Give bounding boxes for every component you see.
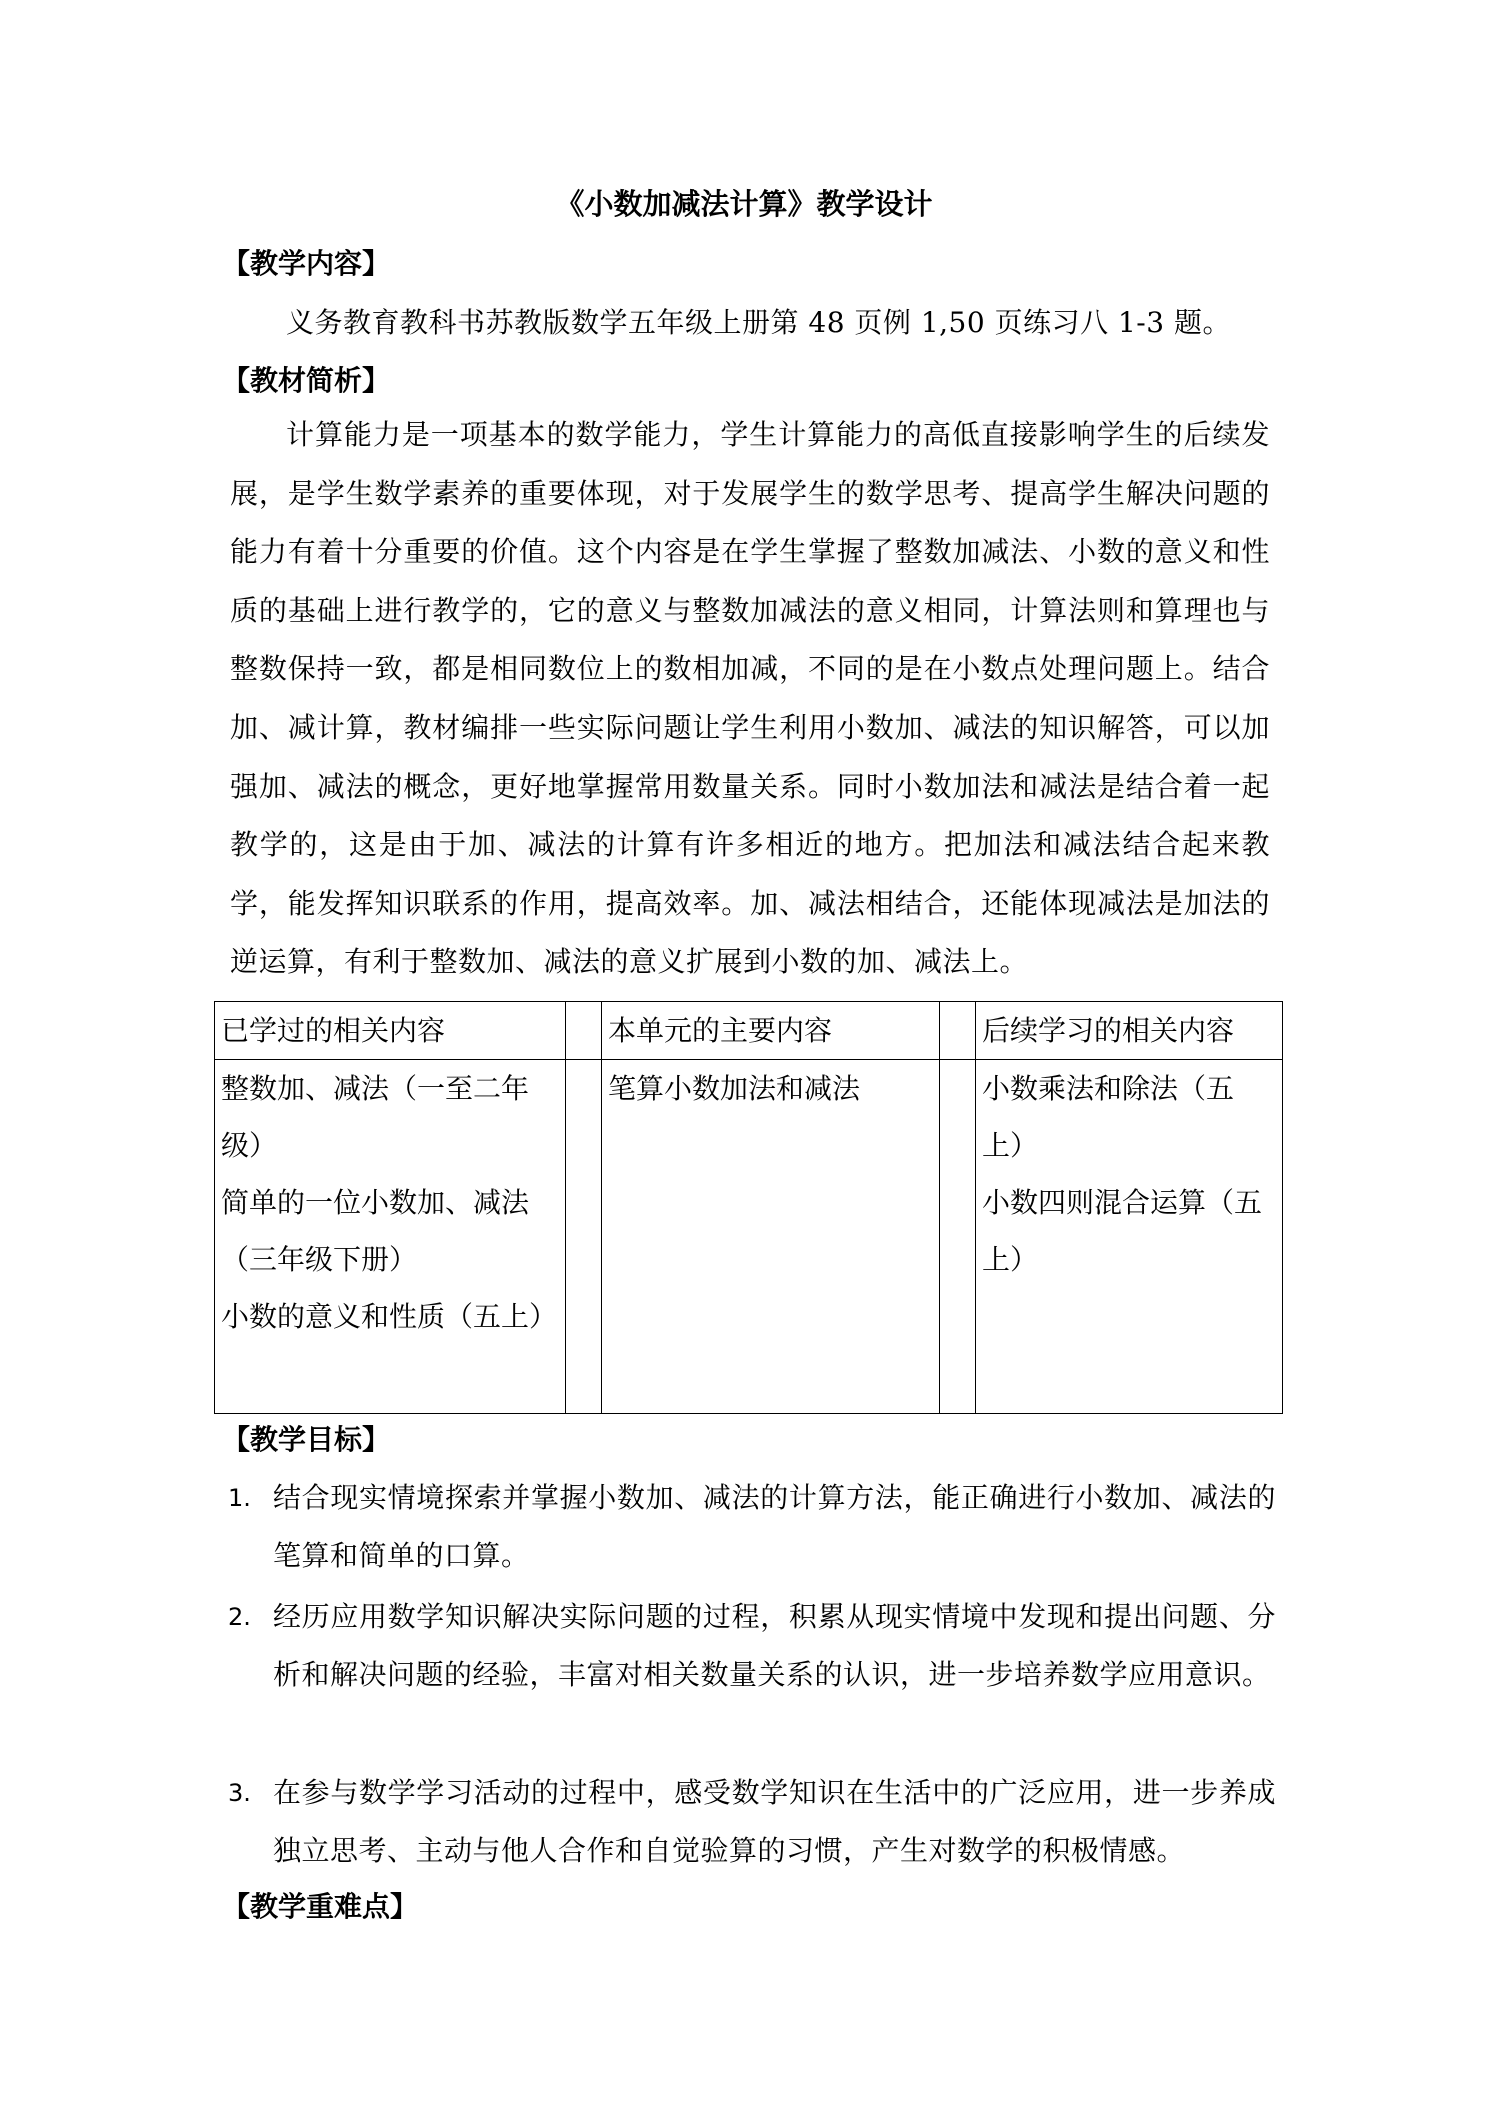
table-cell-prior bbox=[215, 1060, 566, 1414]
objective-item-2 bbox=[228, 1588, 1276, 1704]
objective-number: 1. bbox=[228, 1484, 251, 1512]
table-spacer bbox=[566, 1060, 602, 1414]
table-spacer bbox=[940, 1060, 976, 1414]
document-title: 《小数加减法计算》教学设计 bbox=[555, 187, 933, 221]
table-header-row bbox=[215, 1002, 1283, 1060]
objective-text: 经历应用数学知识解决实际问题的过程，积累从现实情境中发现和提出问题、分析和解决问题的经验，丰富对相关数量关系的认识，进一步培养数学应用意识。 bbox=[273, 1600, 1276, 1691]
content-relation-table bbox=[214, 1001, 1283, 1414]
objective-text: 在参与数学学习活动的过程中，感受数学知识在生活中的广泛应用，进一步养成独立思考、主动与他人合作和自觉验算的习惯，产生对数学的积极情感。 bbox=[273, 1776, 1276, 1867]
objective-item-1 bbox=[228, 1469, 1276, 1585]
list-item: 小数乘法和除法（五上） bbox=[982, 1072, 1235, 1162]
table-spacer bbox=[940, 1002, 976, 1060]
table-spacer bbox=[566, 1002, 602, 1060]
objective-number: 3. bbox=[228, 1779, 251, 1807]
list-item: 简单的一位小数加、减法（三年级下册） bbox=[221, 1186, 530, 1276]
table-cell-main bbox=[602, 1060, 940, 1414]
heading-teaching-objectives: 【教学目标】 bbox=[222, 1423, 391, 1456]
table-cell-later bbox=[976, 1060, 1283, 1414]
table-row bbox=[215, 1060, 1283, 1414]
heading-teaching-content: 【教学内容】 bbox=[222, 247, 391, 280]
paragraph-teaching-content: 义务教育教科书苏教版数学五年级上册第 48 页例 1,50 页练习八 1-3 题。 bbox=[286, 306, 1231, 339]
objective-text: 结合现实情境探索并掌握小数加、减法的计算方法，能正确进行小数加、减法的笔算和简单的口算。 bbox=[273, 1481, 1276, 1572]
list-item: 小数四则混合运算（五上） bbox=[982, 1186, 1263, 1276]
paragraph-material-analysis: 计算能力是一项基本的数学能力，学生计算能力的高低直接影响学生的后续发展，是学生数学素养的重要体现，对于发展学生的数学思考、提高学生解决问题的能力有着十分重要的价值。这个内容是在学生掌握了整数加减法、小数的意义和性质的基础上进行教学的，它的意义与整数加减法的意义相同，计算法则和算理也与整数保持一致，都是相同数位上的数相加减，不同的是在小数点处理问题上。结合加、减计算，教材编排一些实际问题让学生利用小数加、减法的知识解答，可以加强加、减法的概念，更好地掌握常用数量关系。同时小数加法和减法是结合着一起教学的，这是由于加、减法的计算有许多相近的地方。把加法和减法结合起来教学，能发挥知识联系的作用，提高效率。加、减法相结合，还能体现减法是加法的逆运算，有利于整数加、减法的意义扩展到小数的加、减法上。 bbox=[230, 418, 1270, 979]
objective-number: 2. bbox=[228, 1603, 251, 1631]
table-header-prior: 已学过的相关内容 bbox=[215, 1002, 566, 1060]
table-header-later: 后续学习的相关内容 bbox=[976, 1002, 1283, 1060]
objective-item-3 bbox=[228, 1764, 1276, 1880]
list-item: 小数的意义和性质（五上） bbox=[221, 1300, 558, 1333]
list-item: 整数加、减法（一至二年级） bbox=[221, 1072, 530, 1162]
heading-key-difficult-points: 【教学重难点】 bbox=[222, 1890, 419, 1923]
list-item: 笔算小数加法和减法 bbox=[608, 1072, 861, 1105]
table-header-main: 本单元的主要内容 bbox=[602, 1002, 940, 1060]
heading-material-analysis: 【教材简析】 bbox=[222, 364, 391, 397]
